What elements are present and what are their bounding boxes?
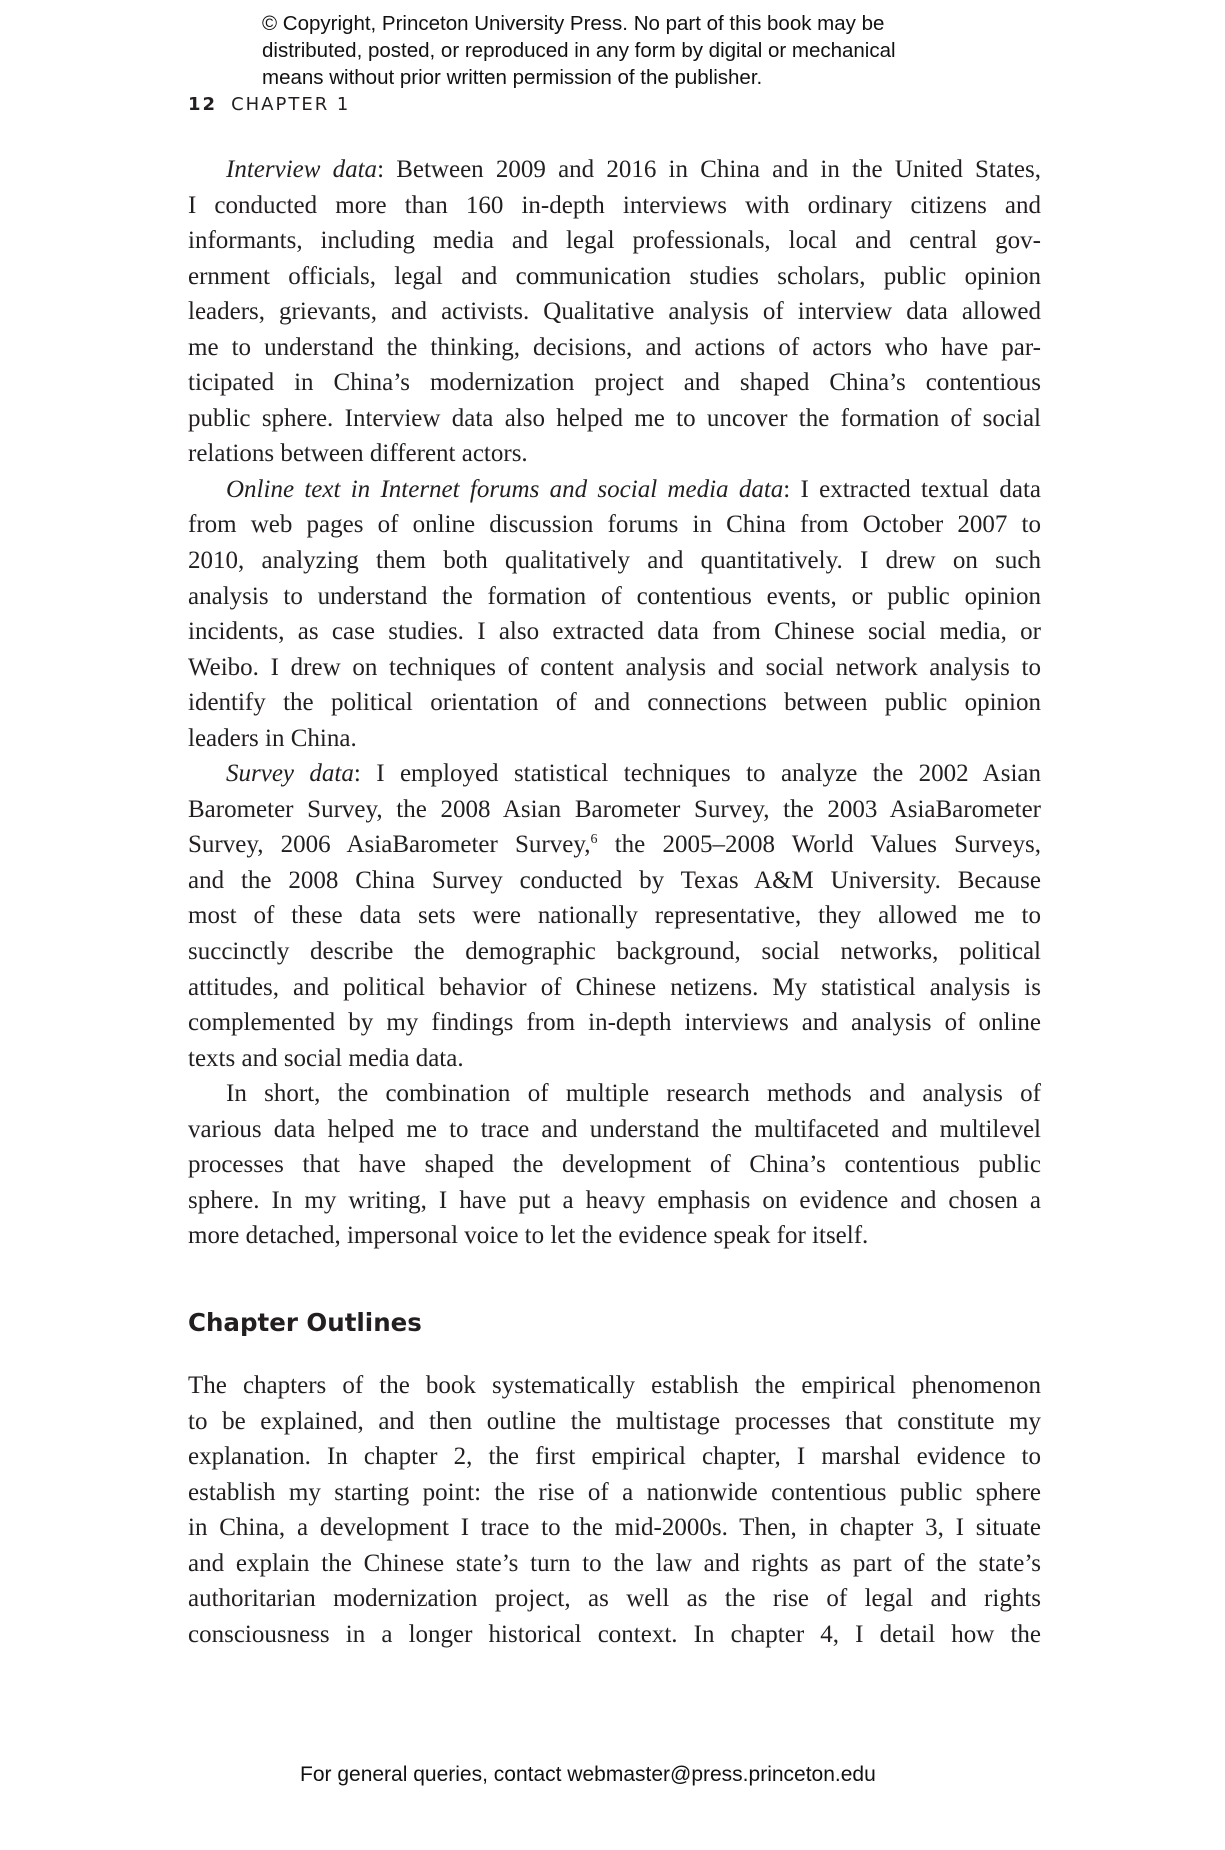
- paragraph-interview-data: [188, 152, 1041, 472]
- text-line: various data helped me to trace and understand the multifaceted and multilevel: [188, 1115, 1041, 1143]
- copyright-line: distributed, posted, or reproduced in any form by digital or mechanical: [262, 39, 896, 62]
- paragraph-survey-data: [188, 756, 1041, 1076]
- text-line: more detached, impersonal voice to let the evidence speak for itself.: [188, 1222, 869, 1250]
- text-line: Survey, 2006 AsiaBarometer Survey,$^6$ the 2005–2008 World Values Surveys,: [188, 831, 1041, 859]
- footnote-marker[interactable]: 6: [590, 832, 598, 848]
- text-line: from web pages of online discussion forums in China from October 2007 to: [188, 511, 1041, 539]
- paragraph-summary: [188, 1076, 1041, 1254]
- text-line: relations between different actors.: [188, 440, 528, 468]
- text-line: Online text in Internet forums and social media data: I extracted textual data: [226, 475, 1041, 503]
- text-line: authoritarian modernization project, as well as the rise of legal and rights: [188, 1585, 1041, 1613]
- text-line: consciousness in a longer historical context. In chapter 4, I detail how the: [188, 1620, 1041, 1648]
- text-line: texts and social media data.: [188, 1044, 464, 1072]
- text-line: 2010, analyzing them both qualitatively and quantitatively. I drew on such: [188, 547, 1041, 575]
- text-line: incidents, as case studies. I also extracted data from Chinese social media, or: [188, 618, 1041, 646]
- text-line: analysis to understand the formation of contentious events, or public opinion: [188, 582, 1041, 610]
- text-line: me to understand the thinking, decisions, and actions of actors who have par-: [188, 333, 1041, 361]
- text-line: In short, the combination of multiple research methods and analysis of: [226, 1080, 1041, 1108]
- lead-in: Survey data: [226, 760, 354, 788]
- text-line: The chapters of the book systematically establish the empirical phenomenon: [188, 1372, 1041, 1399]
- body-text-lower: [188, 1368, 1041, 1652]
- lead-in: Online text in Internet forums and social media data: [226, 475, 784, 503]
- running-head: [188, 94, 350, 115]
- text-line: most of these data sets were nationally representative, they allowed me to: [188, 902, 1041, 930]
- text-line: leaders, grievants, and activists. Qualitative analysis of interview data allowed: [188, 298, 1041, 326]
- paragraph-online-data: [188, 472, 1041, 756]
- page-number: 12: [188, 94, 218, 115]
- text-line: Survey data: I employed statistical techniques to analyze the 2002 Asian: [226, 760, 1041, 788]
- lead-in: Interview data: [226, 156, 378, 183]
- text-line: and explain the Chinese state’s turn to the law and rights as part of the state’s: [188, 1549, 1041, 1577]
- text-line: explanation. In chapter 2, the first empirical chapter, I marshal evidence to: [188, 1443, 1041, 1471]
- text-line: leaders in China.: [188, 724, 357, 752]
- text-line: I conducted more than 160 in-depth interviews with ordinary citizens and: [188, 191, 1041, 219]
- text-line: Barometer Survey, the 2008 Asian Barometer Survey, the 2003 AsiaBarometer: [188, 795, 1041, 823]
- text-line: informants, including media and legal professionals, local and central gov-: [188, 227, 1041, 255]
- text-line: and the 2008 China Survey conducted by Texas A&M University. Because: [188, 866, 1041, 894]
- body-text-upper: [188, 152, 1041, 1254]
- text-line: public sphere. Interview data also helped me to uncover the formation of social: [188, 404, 1041, 432]
- footer-contact: For general queries, contact webmaster@press.princeton.edu: [300, 1763, 876, 1786]
- chapter-label: CHAPTER 1: [231, 94, 351, 115]
- text-line: Weibo. I drew on techniques of content analysis and social network analysis to: [188, 653, 1041, 681]
- copyright-line: © Copyright, Princeton University Press. No part of this book may be: [262, 12, 885, 35]
- text-line: succinctly describe the demographic background, social networks, political: [188, 938, 1041, 966]
- text-line: identify the political orientation of and connections between public opinion: [188, 689, 1041, 717]
- text-line: to be explained, and then outline the multistage processes that constitute my: [188, 1407, 1041, 1435]
- text-line: attitudes, and political behavior of Chinese netizens. My statistical analysis is: [188, 973, 1041, 1001]
- copyright-line: means without prior written permission of the publisher.: [262, 66, 763, 89]
- text-line: establish my starting point: the rise of a nationwide contentious public sphere: [188, 1478, 1041, 1506]
- copyright-notice: [262, 10, 962, 91]
- text-line: processes that have shaped the development of China’s contentious public: [188, 1151, 1041, 1179]
- text-line: Interview data: Between 2009 and 2016 in China and in the United States,: [226, 156, 1042, 183]
- text-line: complemented by my findings from in-depth interviews and analysis of online: [188, 1009, 1041, 1037]
- paragraph-chapter-outlines: [188, 1368, 1041, 1652]
- text-line: sphere. In my writing, I have put a heavy emphasis on evidence and chosen a: [188, 1186, 1041, 1214]
- section-heading: Chapter Outlines: [188, 1308, 422, 1337]
- text-line: ernment officials, legal and communication studies scholars, public opinion: [188, 262, 1041, 290]
- text-line: ticipated in China’s modernization project and shaped China’s contentious: [188, 369, 1041, 397]
- text-line: in China, a development I trace to the mid-2000s. Then, in chapter 3, I situate: [188, 1514, 1041, 1542]
